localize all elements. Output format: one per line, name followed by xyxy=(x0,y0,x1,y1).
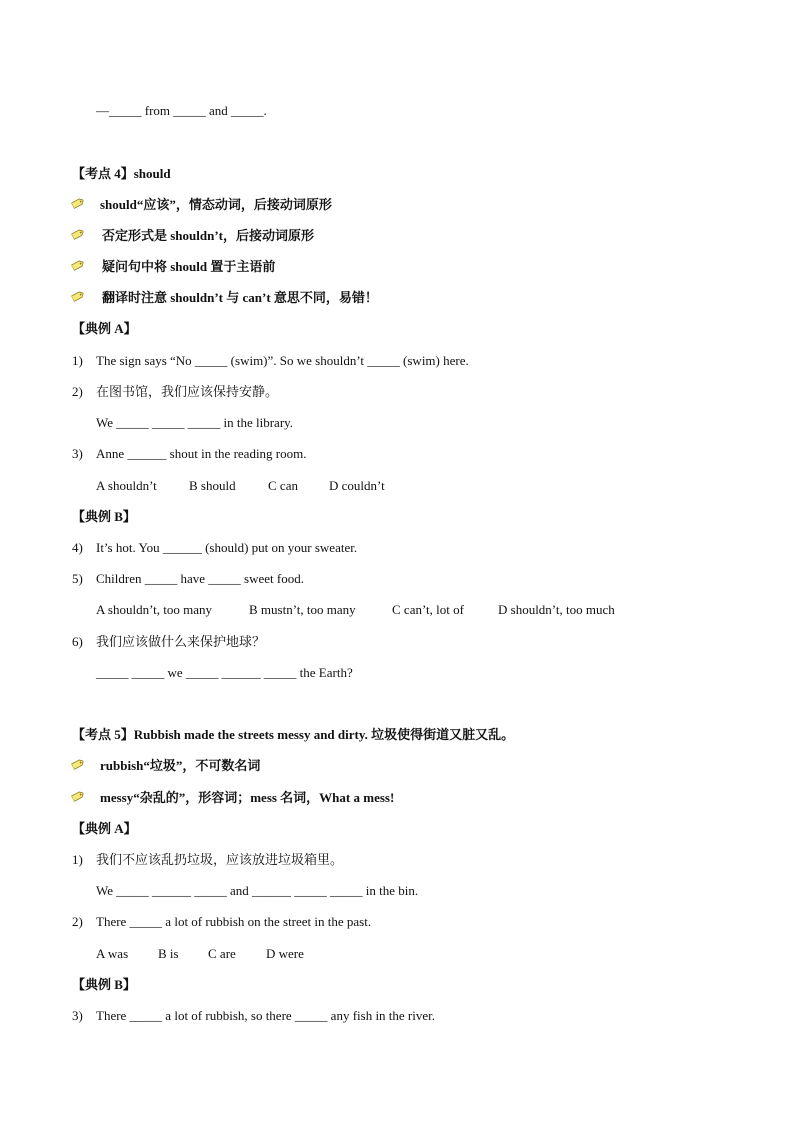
question-text: Anne ______ shout in the reading room. xyxy=(96,446,307,461)
option-b: B is xyxy=(158,946,179,961)
question-text: The sign says “No _____ (swim)”. So we shouldn’t _____ (swim) here. xyxy=(96,353,469,368)
example-heading: 【典例 B】 xyxy=(72,977,136,992)
option-a: A was xyxy=(96,946,129,961)
question-text: There _____ a lot of rubbish, so there _____ any fish in the river. xyxy=(96,1008,436,1023)
question-text: Children _____ have _____ sweet food. xyxy=(96,571,304,586)
tag-bullet-icon xyxy=(71,758,85,771)
question-text: 我们不应该乱扔垃圾，应该放进垃圾箱里。 xyxy=(96,852,344,867)
bullet-text: 翻译时注意 shouldn’t 与 can’t 意思不同，易错！ xyxy=(102,290,378,305)
question-number: 1) xyxy=(72,353,83,368)
answer-line: We _____ ______ _____ and ______ _____ _____ in the bin. xyxy=(96,883,419,898)
question-number: 6) xyxy=(72,634,83,649)
answer-line: _____ _____ we _____ ______ _____ the Earth? xyxy=(96,665,353,680)
question-text: There _____ a lot of rubbish on the street in the past. xyxy=(96,914,372,929)
answer-line: —_____ from _____ and _____. xyxy=(96,103,267,118)
tag-bullet-icon xyxy=(71,197,85,210)
tag-bullet-icon xyxy=(71,228,85,241)
bullet-text: 疑问句中将 should 置于主语前 xyxy=(102,259,276,274)
question-number: 3) xyxy=(72,446,83,461)
option-a: A shouldn’t xyxy=(96,478,157,493)
question-number: 4) xyxy=(72,540,83,555)
example-heading: 【典例 A】 xyxy=(72,321,137,336)
bullet-text: rubbish“垃圾”，不可数名词 xyxy=(100,758,261,773)
question-text: 在图书馆，我们应该保持安静。 xyxy=(96,384,279,399)
option-d: D couldn’t xyxy=(329,478,385,493)
option-d: D shouldn’t, too much xyxy=(498,602,615,617)
bullet-text: messy“杂乱的”，形容词；mess 名词，What a mess! xyxy=(100,790,395,805)
question-number: 2) xyxy=(72,384,83,399)
example-heading: 【典例 A】 xyxy=(72,821,137,836)
question-number: 3) xyxy=(72,1008,83,1023)
bullet-text: 否定形式是 shouldn’t，后接动词原形 xyxy=(102,228,314,243)
option-c: C are xyxy=(208,946,236,961)
question-number: 5) xyxy=(72,571,83,586)
question-text: 我们应该做什么来保护地球？ xyxy=(96,634,266,649)
question-text: It’s hot. You ______ (should) put on your sweater. xyxy=(96,540,358,555)
tag-bullet-icon xyxy=(71,790,85,803)
option-d: D were xyxy=(266,946,304,961)
section-title-5: 【考点 5】Rubbish made the streets messy and dirty. 垃圾使得街道又脏又乱。 xyxy=(72,727,515,742)
option-b: B mustn’t, too many xyxy=(249,602,356,617)
example-heading: 【典例 B】 xyxy=(72,509,136,524)
tag-bullet-icon xyxy=(71,290,85,303)
section-title-4: 【考点 4】should xyxy=(72,166,171,181)
option-b: B should xyxy=(189,478,236,493)
bullet-text: should“应该”，情态动词，后接动词原形 xyxy=(100,197,332,212)
answer-line: We _____ _____ _____ in the library. xyxy=(96,415,294,430)
option-a: A shouldn’t, too many xyxy=(96,602,213,617)
question-number: 2) xyxy=(72,914,83,929)
option-c: C can xyxy=(268,478,298,493)
tag-bullet-icon xyxy=(71,259,85,272)
option-c: C can’t, lot of xyxy=(392,602,464,617)
question-number: 1) xyxy=(72,852,83,867)
